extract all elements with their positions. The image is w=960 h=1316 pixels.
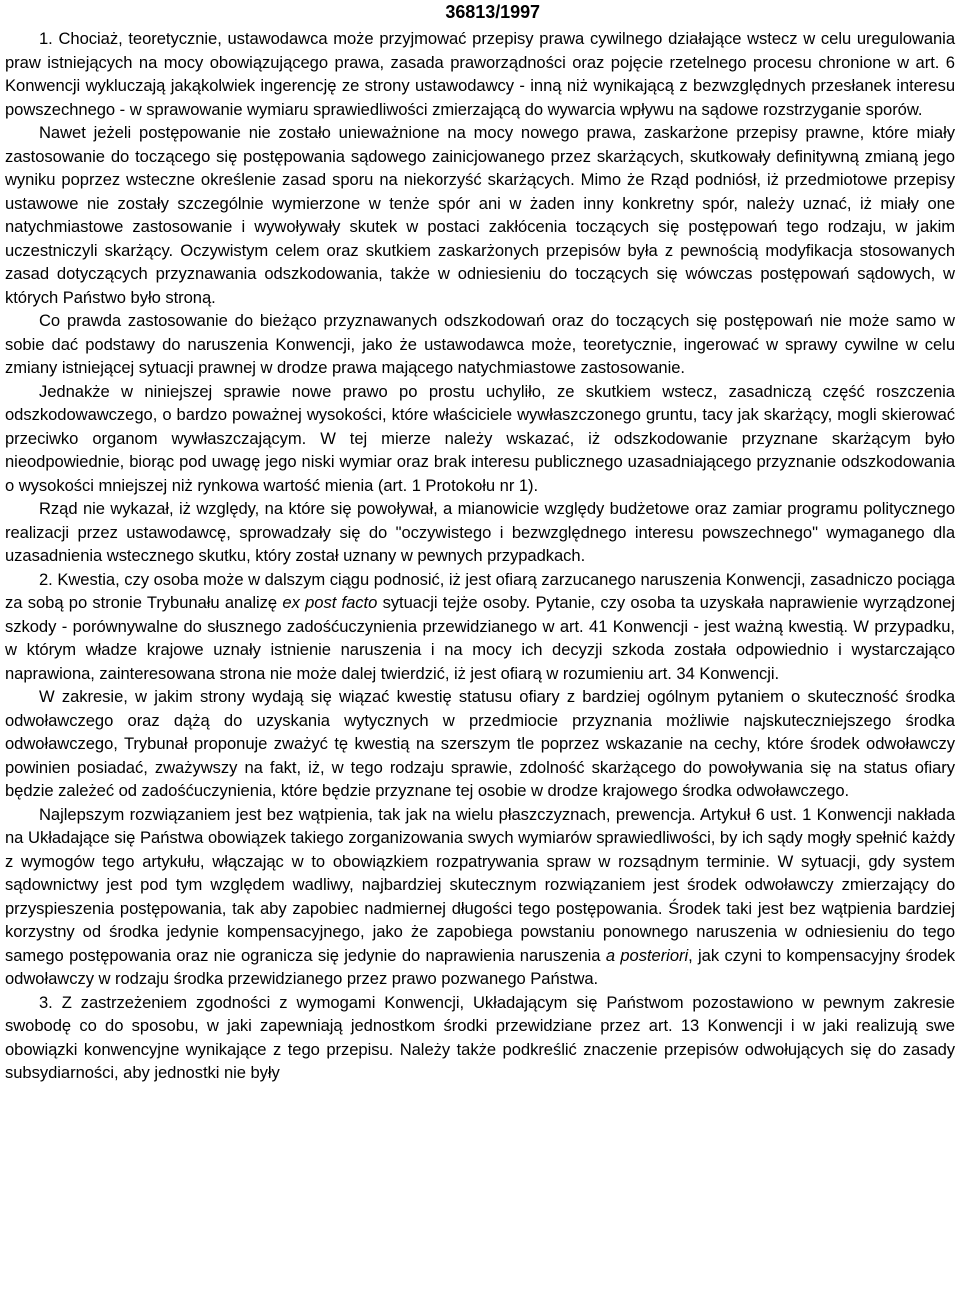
paragraph-p7 <box>5 685 955 803</box>
paragraph-text: W zakresie, w jakim strony wydają się wiązać kwestię statusu ofiary z bardziej ogólnym pytaniem o skuteczność środka odwoławczego oraz dążą do uzyskania wytycznych w przedmiocie przyznania możliwie najskuteczniejszego środka odwoławczego, Trybunał proponuje zważyć tę kwestią na szerszym tle poprzez wskazanie na cechy, które środek odwoławczy powinien posiadać, zważywszy na fakt, iż, w tego rodzaju sprawie, zdolność skarżącego do powoływania się na status ofiary będzie zależeć od zadośćuczynienia, które będzie przyznane tej osobie w drodze krajowego środka odwoławczego. <box>5 687 955 800</box>
paragraph-text: Rząd nie wykazał, iż względy, na które się powoływał, a mianowicie względy budżetowe oraz zamiar programu politycznego realizacji przez ustawodawcę, sprowadzały się do "oczywistego i bezwzględnego interesu powszechnego" wymaganego dla uzasadnienia wstecznego skutku, który został uznany w pewnych przypadkach. <box>5 499 955 565</box>
italic-term: a posteriori <box>605 945 689 965</box>
paragraph-p9 <box>5 991 955 1085</box>
paragraph-text: sytuacji tejże osoby. Pytanie, czy osoba ta uzyskała naprawienie wyrządzonej szkody - porównywalne do słusznego zadośćuczynienia przewidzianego w art. 41 Konwencji - jest ważną kwestią. W przypadku, w którym władze krajowe uznały istnienie naruszenia i na mocy ich decyzji szkoda została odpowiednio i wystarczająco naprawiona, zainteresowana strona nie może dalej twierdzić, iż jest ofiarą w rozumieniu art. 34 Konwencji. <box>5 593 955 683</box>
paragraph-p1 <box>5 27 955 121</box>
paragraph-p8 <box>5 803 955 991</box>
paragraph-text: 3. Z zastrzeżeniem zgodności z wymogami Konwencji, Układającym się Państwom pozostawiono w pewnym zakresie swobodę co do sposobu, w jaki zapewniają jednostkom środki przewidziane przez art. 13 Konwencji i w jaki realizują swe obowiązki konwencyjne wynikające z tego przepisu. Należy także podkreślić znaczenie przepisów odwołujących się do zasady subsydiarności, aby jednostki nie były <box>5 992 955 1082</box>
paragraph-text: , jak czyni to kompensacyjny środek odwoławczy w rodzaju środka przewidzianego przez prawo pozwanego Państwa. <box>5 945 955 988</box>
paragraph-p5 <box>5 497 955 568</box>
paragraph-p2 <box>5 121 955 309</box>
paragraph-text: Jednakże w niniejszej sprawie nowe prawo po prostu uchyliło, ze skutkiem wstecz, zasadniczą część roszczenia odszkodowawczego, o bardzo poważnej wysokości, które właściciele wywłaszczonego gruntu, tacy jak skarżący, mogli skierować przeciwko organom wywłaszczającym. W tej mierze należy wskazać, iż odszkodowanie przyznane skarżącym było nieodpowiednie, biorąc pod uwagę jego niski wymiar oraz brak interesu publicznego uzasadniającego przyznanie odszkodowania o wysokości mniejszej niż rynkowa wartość mienia (art. 1 Protokołu nr 1). <box>5 381 955 495</box>
paragraph-p3 <box>5 309 955 380</box>
case-number-header: 36813/1997 <box>445 2 540 22</box>
paragraph-text: Najlepszym rozwiązaniem jest bez wątpienia, tak jak na wielu płaszczyznach, prewencja. Artykuł 6 ust. 1 Konwencji nakłada na Układające się Państwa obowiązek takiego zorganizowania swych wymiarów sprawiedliwości, by ich sądy mogły spełnić każdy z wymogów tego artykułu, włączając w to obowiązkiem rozpatrywania spraw w rozsądnym terminie. W sytuacji, gdy system sądownictwy jest pod tym względem wadliwy, najbardziej skutecznym rozwiązaniem jest środek odwoławczy zmierzający do przyspieszenia postępowania, tak aby zapobiec nadmiernej długości tego postępowania. Środek taki jest bez wątpienia bardziej korzystny od środka jedynie kompensacyjnego, jako że zapobiega powstaniu ponownego naruszenia w odniesieniu do tego samego postępowania oraz nie ogranicza się jedynie do naprawienia naruszenia <box>5 804 955 965</box>
paragraph-p4 <box>5 380 955 498</box>
paragraph-text: 1. Chociaż, teoretycznie, ustawodawca może przyjmować przepisy prawa cywilnego działające wstecz w celu uregulowania praw istniejących na mocy obowiązującego prawa, zasada praworządności oraz pojęcie rzetelnego procesu chronione w art. 6 Konwencji wykluczają jakąkolwiek ingerencję ze strony ustawodawcy - inną niż wynikającą z bezwzględnych przesłanek interesu powszechnego - w sprawowanie wymiaru sprawiedliwości zmierzającą do wywarcia wpływu na sądowe rozstrzyganie sporów. <box>5 29 955 119</box>
paragraph-p6 <box>5 568 955 686</box>
paragraph-text: Co prawda zastosowanie do bieżąco przyznawanych odszkodowań oraz do toczących się postępowań nie może samo w sobie dać podstawy do naruszenia Konwencji, jako że ustawodawca może, teoretycznie, ingerować w sprawy cywilne w celu zmiany istniejącej sytuacji prawnej w drodze prawa mającego natychmiastowe zastosowanie. <box>5 311 955 377</box>
italic-term: ex post facto <box>282 593 378 612</box>
paragraph-text: 2. Kwestia, czy osoba może w dalszym ciągu podnosić, iż jest ofiarą zarzucanego naruszenia Konwencji, zasadniczo pociąga za sobą po stronie Trybunału analizę <box>5 569 955 612</box>
paragraph-text: Nawet jeżeli postępowanie nie zostało unieważnione na mocy nowego prawa, zaskarżone przepisy prawne, które miały zastosowanie do toczącego się postępowania sądowego zainicjowanego przez skarżących, skutkowały definitywną zmianą jego wyniku poprzez wsteczne określenie zasad sporu na niekorzyść skarżących. Mimo że Rząd podniósł, iż przedmiotowe przepisy ustawowe nie zostały szczególnie wymierzone w tenże spór ani w żaden inny konkretny spór, należy uznać, iż miały one natychmiastowe zastosowanie i wywoływały skutek w postaci zakłócenia toczących się postępowań tego rodzaju, w jakim uczestniczyli skarżący. Oczywistym celem oraz skutkiem zaskarżonych przepisów była z pewnością modyfikacja stosowanych zasad dotyczących przyznawania odszkodowania, także w odniesieniu do toczących się wówczas postępowań sądowych, w których Państwo było stroną. <box>5 123 955 307</box>
document-body <box>5 27 955 1085</box>
